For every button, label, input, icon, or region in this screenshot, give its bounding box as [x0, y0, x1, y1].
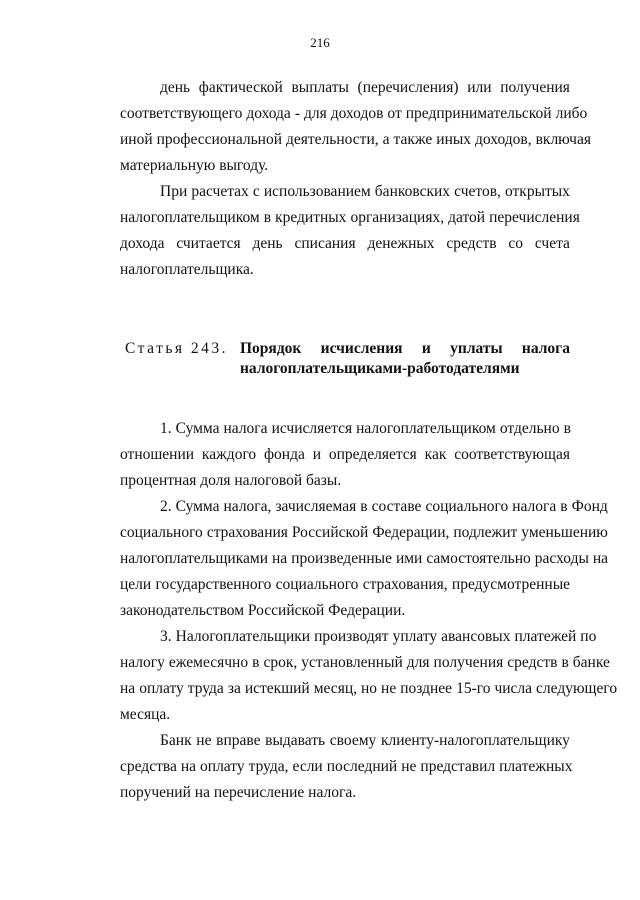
word: При — [160, 183, 188, 200]
word: произведенные — [291, 550, 392, 567]
word: и — [421, 340, 431, 357]
paragraph — [120, 179, 580, 283]
word: с — [252, 183, 260, 200]
word: государственного — [155, 576, 272, 593]
word: зачисляемая — [275, 498, 357, 515]
word: в — [360, 498, 368, 515]
text-line — [120, 520, 608, 546]
word: день — [252, 235, 283, 252]
word: открытых — [504, 183, 570, 200]
word: включая — [535, 131, 591, 148]
word: счета — [534, 235, 570, 252]
word: труда, — [248, 758, 289, 775]
word: перечисления — [489, 209, 580, 226]
word: представил — [420, 758, 496, 775]
word: Налогоплательщики — [175, 628, 311, 645]
word: средств — [446, 235, 497, 252]
word: оплату — [200, 758, 245, 775]
word: профессиональной — [156, 131, 283, 148]
word: день — [160, 79, 191, 96]
word: дохода — [120, 235, 165, 252]
word: Федерации, — [372, 524, 450, 541]
text-line: месяца. — [120, 706, 171, 723]
word: налогоплательщиками — [120, 550, 268, 567]
word: за — [227, 680, 241, 697]
word: выплаты — [291, 79, 349, 96]
word: на — [272, 550, 288, 567]
word: месяц, — [313, 680, 357, 697]
text-line — [120, 650, 610, 676]
word: считается — [176, 235, 241, 252]
word: получения — [500, 79, 570, 96]
text-line — [120, 75, 570, 101]
article-title-line1 — [240, 339, 570, 359]
word: дохода — [246, 105, 291, 122]
word: доходов, — [475, 131, 532, 148]
paragraph — [120, 728, 573, 806]
word: 15-го — [456, 680, 491, 697]
word: иной — [120, 131, 153, 148]
text-line — [120, 231, 570, 257]
word: социального — [425, 498, 509, 515]
word: налога — [521, 340, 570, 357]
word: налога, — [223, 498, 272, 515]
word: клиенту-налогоплательщику — [380, 732, 570, 749]
word: социального — [275, 576, 359, 593]
word: по — [580, 628, 597, 645]
word: исчисления — [320, 340, 403, 357]
word: Российской — [291, 524, 369, 541]
word: фактической — [198, 79, 283, 96]
word: расходы — [534, 550, 589, 567]
word: Банк — [160, 732, 192, 749]
word: иных — [436, 131, 472, 148]
word: социального — [120, 524, 203, 541]
word: банковских — [374, 183, 451, 200]
word: на — [592, 550, 609, 567]
word: налогоплательщиком — [356, 420, 496, 437]
word: расчетах — [191, 183, 249, 200]
word: денежных — [367, 235, 435, 252]
word: ежемесячно — [168, 654, 249, 671]
word: использованием — [263, 183, 371, 200]
text-line — [120, 624, 597, 650]
page-number: 216 — [310, 35, 330, 50]
word: или — [467, 79, 492, 96]
word: и — [312, 446, 322, 463]
word: самостоятельно — [426, 550, 531, 567]
word: предпринимательской — [405, 105, 552, 122]
paragraph — [120, 624, 618, 728]
word: но — [361, 680, 378, 697]
word: получения — [433, 654, 504, 671]
word: своему — [329, 732, 377, 749]
word: либо — [555, 105, 588, 122]
text-line — [120, 546, 609, 572]
word: на — [120, 680, 136, 697]
word: не — [196, 732, 212, 749]
word: списания — [294, 235, 356, 252]
word: позднее — [400, 680, 453, 697]
word: - — [294, 105, 300, 122]
text-line — [120, 728, 570, 754]
word: в — [563, 420, 571, 437]
word: деятельности, — [286, 131, 379, 148]
text-line — [120, 179, 570, 205]
word: срок, — [263, 654, 298, 671]
word: счетов, — [454, 183, 501, 200]
word: кредитных — [275, 209, 347, 226]
word: авансовых — [441, 628, 511, 645]
word: числа — [494, 680, 533, 697]
word: в — [560, 498, 568, 515]
word: каждого — [201, 446, 257, 463]
word: средств — [507, 654, 558, 671]
word: (перечисления) — [357, 79, 459, 96]
word: доходов — [330, 105, 384, 122]
word: уплату — [392, 628, 438, 645]
word: организациях, — [350, 209, 445, 226]
word: исчисляется — [271, 420, 353, 437]
paragraph-top — [120, 75, 591, 283]
word: страхования, — [362, 576, 448, 593]
word: 2. — [160, 498, 172, 515]
article-label: Статья 243. — [125, 340, 229, 357]
word: налогоплательщиком — [120, 209, 260, 226]
text-line — [120, 494, 608, 520]
word: а — [382, 131, 390, 148]
text-line: законодательством Российской Федерации. — [120, 602, 406, 619]
word: отдельно — [499, 420, 560, 437]
word: 1. — [160, 420, 172, 437]
word: цели — [120, 576, 152, 593]
word: Сумма — [175, 420, 220, 437]
word: если — [292, 758, 323, 775]
word: Сумма — [175, 498, 220, 515]
word: платежных — [499, 758, 573, 775]
text-line — [120, 205, 580, 231]
word: не — [381, 680, 397, 697]
text-line: материальную выгоду. — [120, 157, 269, 174]
word: также — [393, 131, 433, 148]
paragraph-bottom — [120, 416, 618, 806]
word: установленный — [301, 654, 403, 671]
word: страхования — [206, 524, 288, 541]
word: предусмотренные — [451, 576, 570, 593]
text-line — [120, 676, 618, 702]
word: в — [561, 654, 569, 671]
article-title-line2: налогоплательщиками-работодателями — [240, 360, 520, 377]
word: следующего — [536, 680, 618, 697]
word: соответствующего — [120, 105, 243, 122]
word: последний — [326, 758, 398, 775]
word: как — [424, 446, 447, 463]
word: датой — [448, 209, 486, 226]
word: в — [252, 654, 260, 671]
word: уменьшению — [521, 524, 608, 541]
word: отношении — [120, 446, 195, 463]
word: на — [180, 758, 197, 775]
word: Фонд — [571, 498, 608, 515]
word: платежей — [514, 628, 577, 645]
text-line — [120, 572, 570, 598]
word: со — [508, 235, 524, 252]
text-line — [120, 416, 570, 442]
word: труда — [187, 680, 224, 697]
paragraph — [120, 75, 591, 179]
paragraph — [120, 494, 609, 624]
word: вправе — [216, 732, 261, 749]
text-line: поручений на перечисление налога. — [120, 784, 357, 801]
text-line — [120, 754, 573, 780]
word: в — [263, 209, 272, 226]
word: 3. — [160, 628, 172, 645]
word: ими — [395, 550, 423, 567]
word: производят — [314, 628, 389, 645]
word: не — [401, 758, 417, 775]
word: истекший — [244, 680, 310, 697]
text-line — [120, 127, 591, 153]
word: налогу — [120, 654, 165, 671]
word: выдавать — [265, 732, 326, 749]
text-line — [120, 101, 588, 127]
word: оплату — [139, 680, 184, 697]
word: определяется — [328, 446, 417, 463]
text-line — [120, 442, 570, 468]
text-line: процентная доля налоговой базы. — [120, 472, 342, 489]
word: налога — [223, 420, 268, 437]
word: уплаты — [450, 340, 503, 357]
word: от — [387, 105, 402, 122]
word: соответствующая — [454, 446, 570, 463]
word: средства — [120, 758, 177, 775]
word: банке — [572, 654, 610, 671]
word: составе — [371, 498, 422, 515]
paragraph — [120, 416, 570, 494]
word: фонда — [264, 446, 305, 463]
word: для — [406, 654, 430, 671]
word: для — [303, 105, 327, 122]
word: Порядок — [240, 340, 302, 357]
word: налога — [512, 498, 557, 515]
word: подлежит — [453, 524, 518, 541]
text-line: налогоплательщика. — [120, 261, 254, 278]
